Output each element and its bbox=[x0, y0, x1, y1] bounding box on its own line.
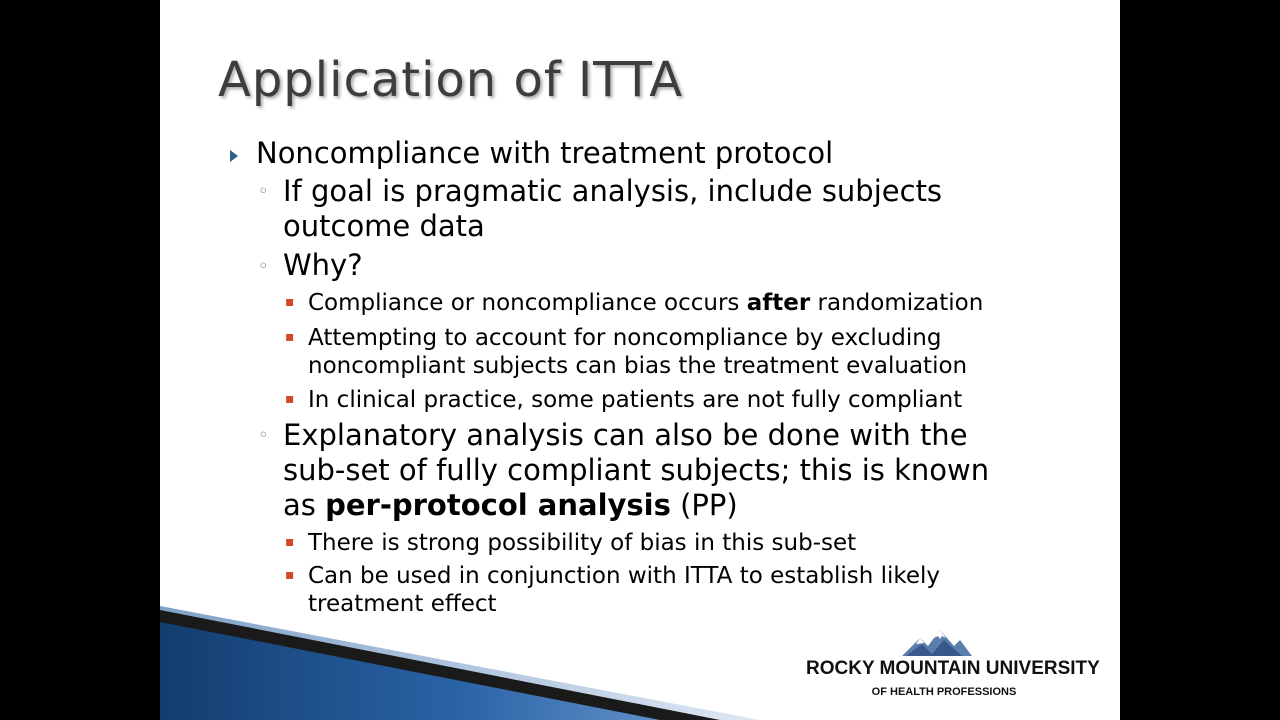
bullet-compliance-after bbox=[308, 290, 983, 316]
bullet-bias: There is strong possibility of bias in this sub-set bbox=[308, 530, 857, 556]
dot-bullet-icon: ▪ bbox=[285, 391, 295, 407]
university-logo bbox=[806, 628, 1100, 704]
bullet-explanatory-line3 bbox=[283, 488, 738, 522]
circle-bullet-icon: ◦ bbox=[258, 425, 269, 446]
bullet-goal-line1: If goal is pragmatic analysis, include subjects bbox=[283, 174, 943, 208]
bullet-explanatory-line1: Explanatory analysis can also be done with the bbox=[283, 418, 968, 452]
dot-bullet-icon: ▪ bbox=[285, 534, 295, 550]
circle-bullet-icon: ◦ bbox=[258, 256, 269, 277]
text-as: as bbox=[283, 488, 326, 522]
logo-subtitle: OF HEALTH PROFESSIONS bbox=[871, 686, 1017, 698]
text-compliance-pre: Compliance or noncompliance occurs bbox=[308, 290, 747, 316]
mountain-icon bbox=[902, 628, 972, 658]
text-compliance-post: randomization bbox=[810, 290, 984, 316]
bullet-explanatory-line2: sub-set of fully compliant subjects; this is known bbox=[283, 453, 990, 487]
circle-bullet-icon: ◦ bbox=[258, 181, 269, 202]
bullet-attempt-line1: Attempting to account for noncompliance by excluding bbox=[308, 325, 942, 351]
dot-bullet-icon: ▪ bbox=[285, 329, 295, 345]
text-pp: (PP) bbox=[670, 488, 738, 522]
slide bbox=[160, 0, 1120, 720]
bullet-conjunction-line2: treatment effect bbox=[308, 591, 497, 617]
bullet-noncompliance: Noncompliance with treatment protocol bbox=[256, 136, 834, 170]
logo-university-name: ROCKY MOUNTAIN UNIVERSITY bbox=[806, 658, 1100, 679]
bullet-conjunction-line1: Can be used in conjunction with ITTA to establish likely bbox=[308, 563, 941, 589]
bullet-why: Why? bbox=[283, 248, 363, 282]
bullet-goal-line2: outcome data bbox=[283, 209, 485, 243]
slide-title: Application of ITTA bbox=[218, 52, 684, 108]
text-after-bold: after bbox=[746, 290, 811, 316]
bullet-attempt-line2: noncompliant subjects can bias the treatment evaluation bbox=[308, 353, 968, 379]
dot-bullet-icon: ▪ bbox=[285, 567, 295, 583]
bullet-clinical: In clinical practice, some patients are not fully compliant bbox=[308, 387, 963, 413]
text-per-protocol-bold: per-protocol analysis bbox=[325, 488, 671, 522]
bullet-list bbox=[160, 0, 1120, 720]
dot-bullet-icon: ▪ bbox=[285, 294, 295, 310]
triangle-bullet-icon bbox=[230, 150, 238, 162]
